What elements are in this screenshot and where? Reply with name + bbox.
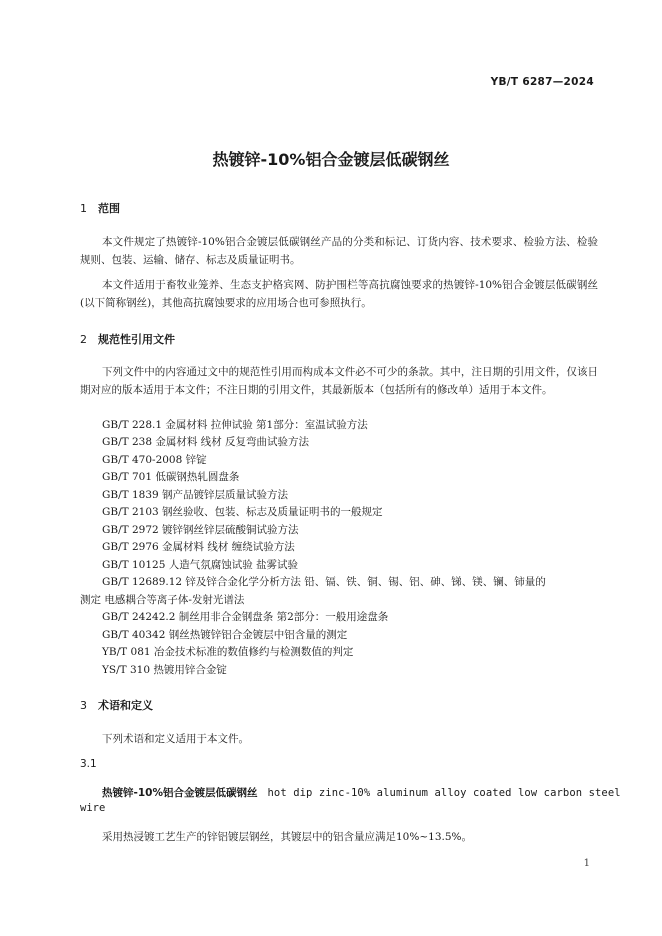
reference-item-continuation: 测定 电感耦合等离子体-发射光谱法 [80, 594, 245, 606]
term-english: hot dip zinc-10% aluminum alloy coated low carbon steel [267, 787, 621, 799]
section-1-paragraph-2: 本文件适用于畜牧业笼养、生态支护格宾网、防护围栏等高抗腐蚀要求的热镀锌-10%铝合金镀层低碳钢丝(以下简称钢丝)，其他高抗腐蚀要求的应用场合也可参照执行。 [80, 279, 598, 309]
section-number: 2 [80, 333, 87, 346]
reference-item: GB/T 12689.12 锌及锌合金化学分析方法 铅、镉、铁、铜、锡、铝、砷、锑、镁、镧、铈量的 [102, 576, 546, 588]
section-3-heading [80, 697, 153, 713]
term-english-continuation: wire [80, 802, 106, 814]
section-2-intro: 下列文件中的内容通过文中的规范性引用而构成本文件必不可少的条款。其中，注日期的引用文件，仅该日期对应的版本适用于本文件；不注日期的引用文件，其最新版本（包括所有的修改单）适用于本文件。 [80, 366, 598, 396]
reference-item: GB/T 2972 镀锌钢丝锌层硫酸铜试验方法 [102, 524, 299, 536]
section-title: 规范性引用文件 [98, 333, 175, 346]
section-1-paragraph-1: 本文件规定了热镀锌-10%铝合金镀层低碳钢丝产品的分类和标记、订货内容、技术要求、检验方法、检验规则、包装、运输、储存、标志及质量证明书。 [80, 236, 598, 266]
term-chinese: 热镀锌-10%铝合金镀层低碳钢丝 [102, 787, 258, 799]
section-title: 范围 [98, 202, 120, 215]
page-number: 1 [583, 858, 590, 869]
reference-item: GB/T 228.1 金属材料 拉伸试验 第1部分：室温试验方法 [102, 419, 368, 431]
section-number: 3 [80, 699, 87, 712]
reference-item: GB/T 10125 人造气氛腐蚀试验 盐雾试验 [102, 559, 299, 571]
term-heading [102, 785, 621, 800]
reference-item: GB/T 24242.2 制丝用非合金钢盘条 第2部分：一般用途盘条 [102, 611, 389, 623]
section-2-heading [80, 331, 175, 347]
section-title: 术语和定义 [98, 699, 153, 712]
reference-item: GB/T 470-2008 锌锭 [102, 454, 207, 466]
section-1-heading [80, 200, 120, 216]
term-number: 3.1 [80, 758, 97, 770]
document-title: 热镀锌-10%铝合金镀层低碳钢丝 [212, 150, 450, 169]
term-definition: 采用热浸镀工艺生产的锌铝镀层钢丝，其镀层中的铝含量应满足10%~13.5%。 [102, 831, 472, 843]
reference-item: GB/T 40342 钢丝热镀锌铝合金镀层中铝含量的测定 [102, 629, 348, 641]
reference-item: YB/T 081 冶金技术标准的数值修约与检测数值的判定 [102, 646, 354, 658]
section-number: 1 [80, 202, 87, 215]
reference-item: GB/T 701 低碳钢热轧圆盘条 [102, 471, 240, 483]
reference-item: GB/T 238 金属材料 线材 反复弯曲试验方法 [102, 436, 310, 448]
reference-item: GB/T 2976 金属材料 线材 缠绕试验方法 [102, 541, 295, 553]
reference-item: GB/T 1839 钢产品镀锌层质量试验方法 [102, 489, 289, 501]
document-code: YB/T 6287—2024 [490, 76, 594, 88]
reference-item: YS/T 310 热镀用锌合金锭 [102, 664, 227, 676]
section-3-intro: 下列术语和定义适用于本文件。 [102, 733, 249, 745]
reference-item: GB/T 2103 钢丝验收、包装、标志及质量证明书的一般规定 [102, 506, 383, 518]
